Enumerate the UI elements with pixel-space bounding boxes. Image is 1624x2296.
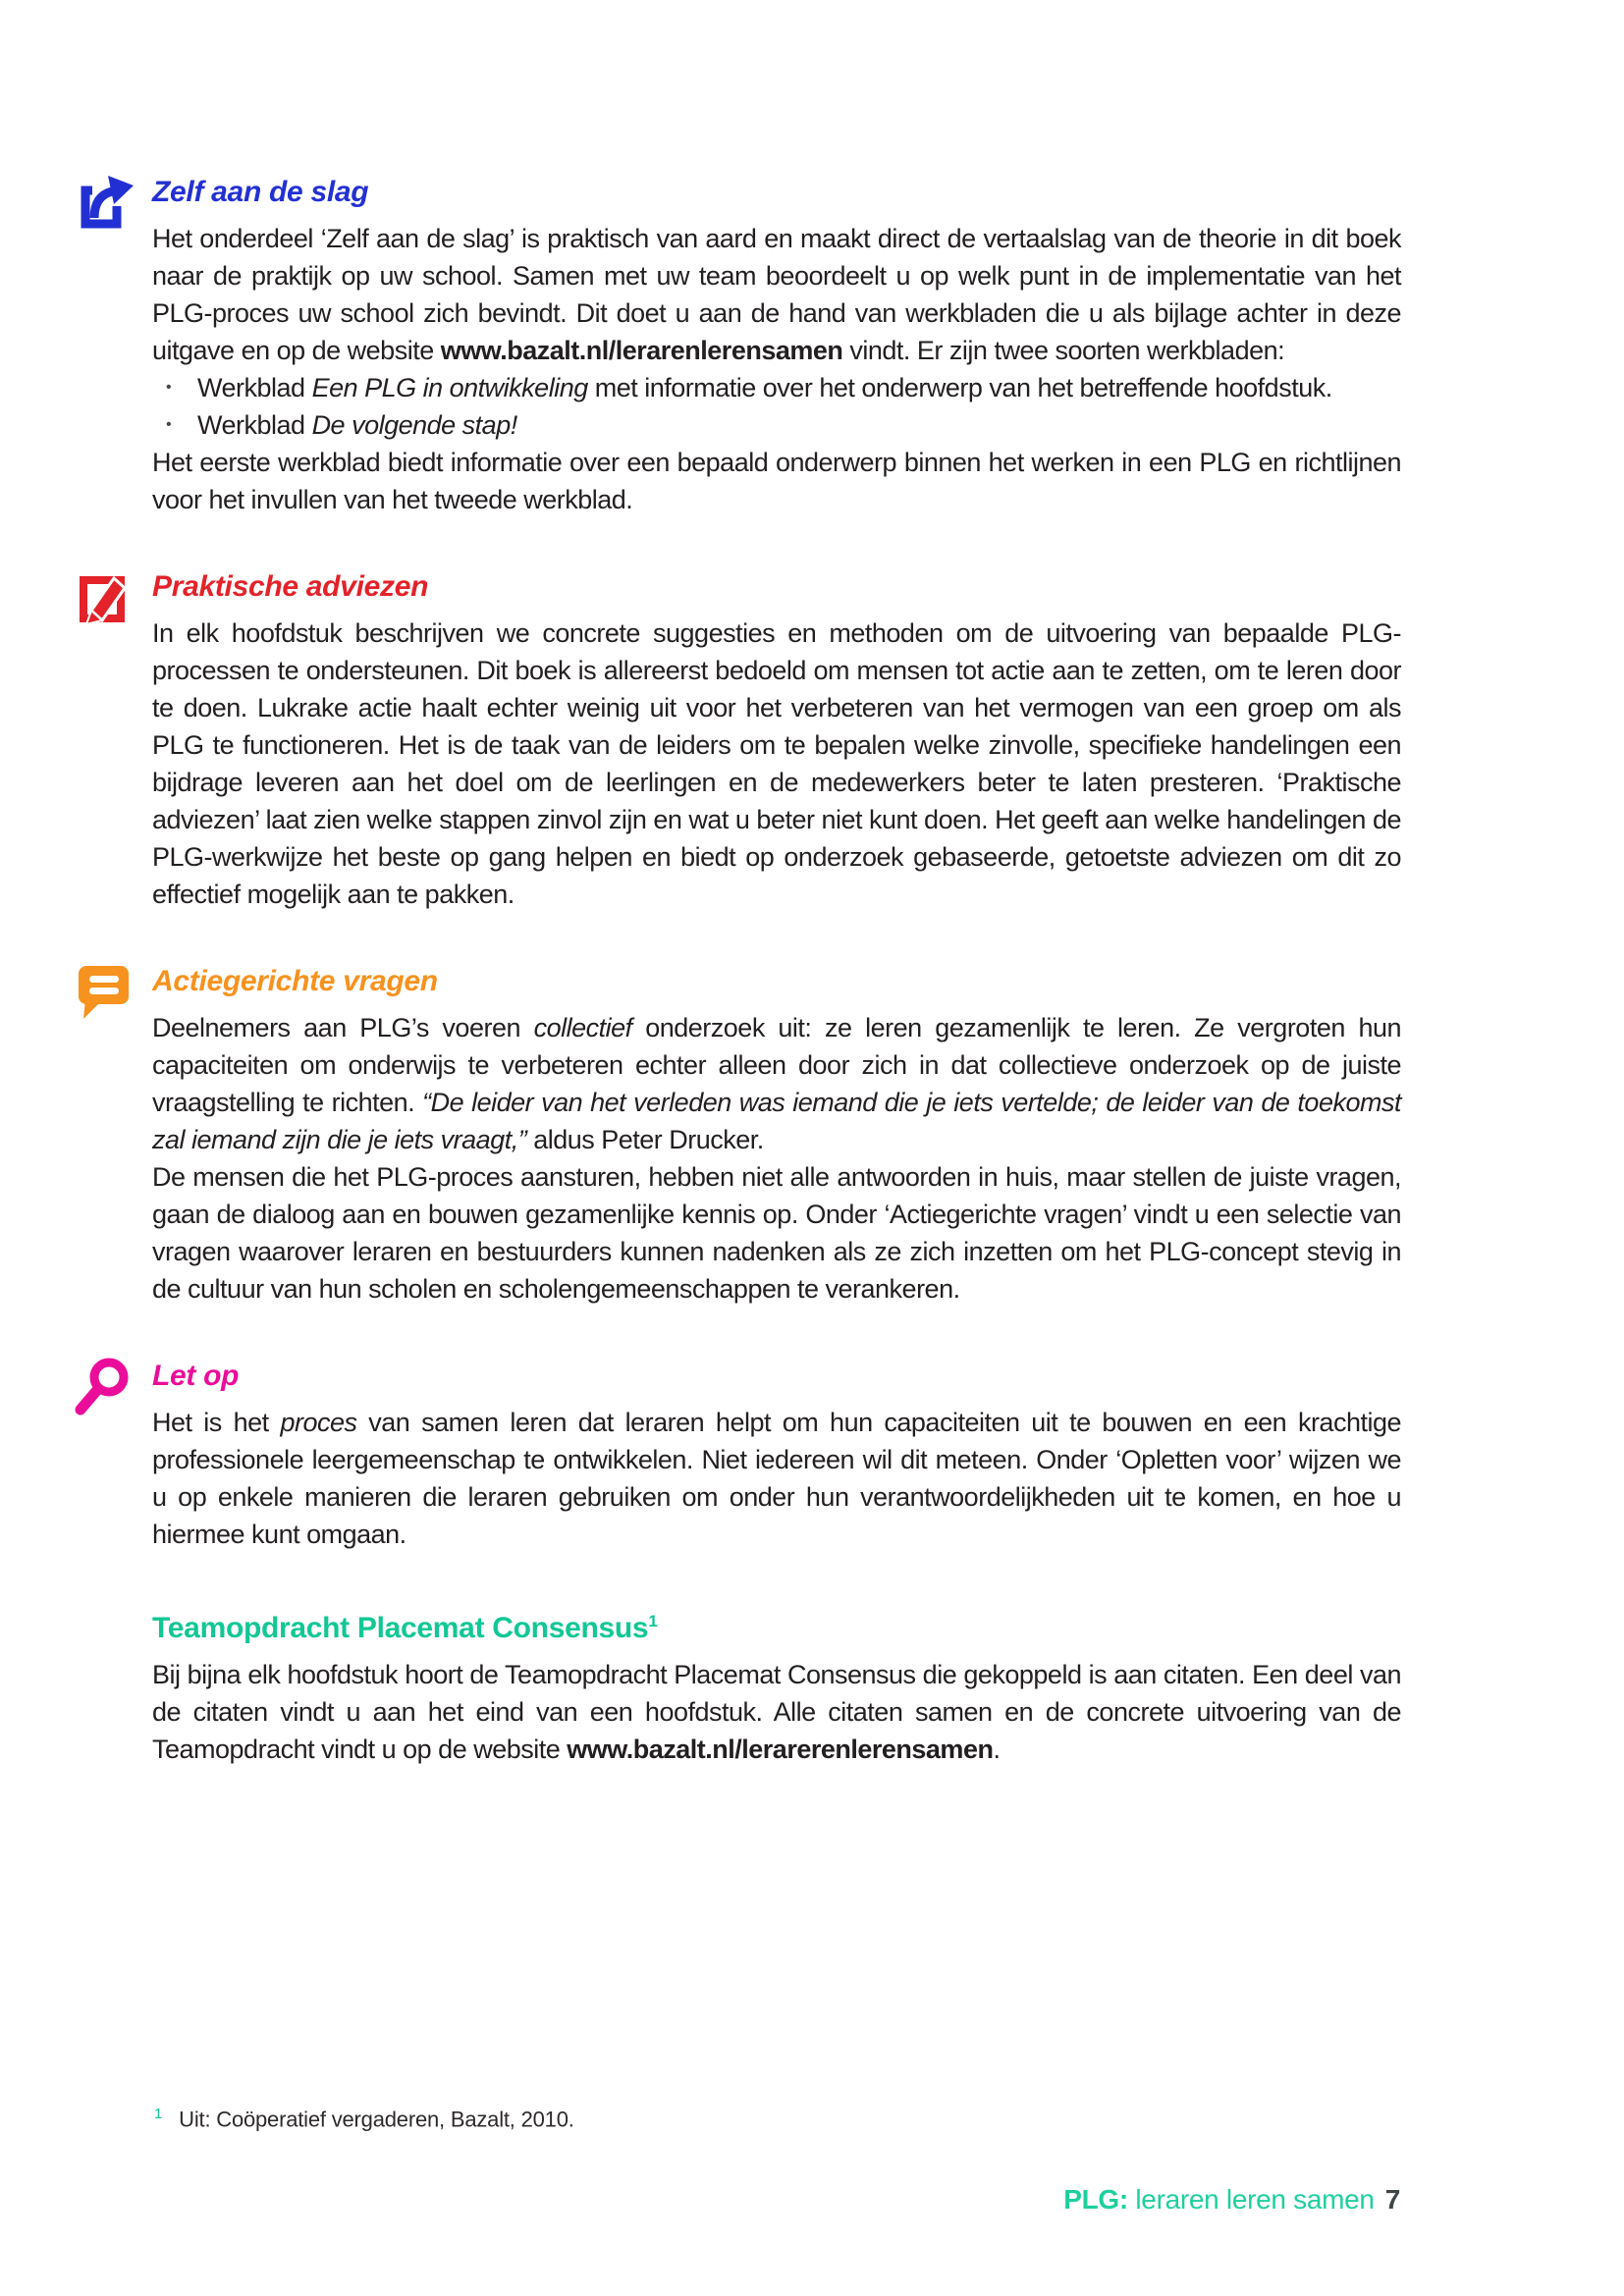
bullet-item (152, 406, 1401, 444)
footnote (154, 2101, 574, 2133)
italic-text: proces (280, 1408, 357, 1437)
footnote-marker: 1 (154, 2106, 163, 2122)
text-segment: onderzoek uit: ze leren gezamenlijk te leren. Ze vergroten hun capaciteiten om onderwijs te verbeteren echter alleen door zich in dat collectieve onderzoek op de juiste vraagstelling te richten. (152, 1013, 1401, 1117)
paragraph (152, 220, 1401, 369)
text-segment: Werkblad (197, 410, 312, 440)
paragraph (152, 1158, 1401, 1308)
section-zelf-aan-de-slag (152, 175, 1401, 518)
page-number: 7 (1384, 2184, 1400, 2215)
speech-bubble-icon (72, 962, 135, 1021)
text-segment: In elk hoofdstuk beschrijven we concrete suggesties en methoden om de uitvoering van bepaalde PLG-processen te ondersteunen. Dit boek is allereerst bedoeld om mensen tot actie aan te zetten, om te leren door te doen. Lukrake actie haalt echter weinig uit voor het verbeteren van het vermogen van een groep om als PLG te functioneren. Het is de taak van de leiders om te bepalen welke zinvolle, specifieke handelingen een bijdrage leveren aan het doel om de leerlingen en de medewerkers beter te laten presteren. ‘Praktische adviezen’ laat zien welke stappen zinvol zijn en wat u beter niet kunt doen. Het geeft aan welke handelingen de PLG-werkwijze het beste op gang helpen en biedt op onderzoek gebaseerde, getoetste adviezen om dit zo effectief mogelijk aan te pakken. (152, 618, 1401, 909)
text-segment: Het is het (152, 1408, 281, 1437)
italic-text: “De leider van het verleden was iemand die je iets vertelde; de leider van de toekomst zal iemand zijn die je iets vraagt,” (152, 1088, 1401, 1154)
text-segment: Deelnemers aan PLG’s voeren (152, 1013, 534, 1042)
italic-text: collectief (533, 1013, 632, 1042)
text-segment: van samen leren dat leraren helpt om hun capaciteiten uit te bouwen en een krachtige professionele leergemeenschap te ontwikkelen. Niet iedereen wil dit meteen. Onder ‘Opletten voor’ wijzen we u op enkele manieren die leraren gebruiken om onder hun verantwoordelijkheden uit te komen, en hoe u hiermee kunt omgaan. (152, 1408, 1401, 1549)
magnifier-icon (72, 1357, 135, 1415)
page-footer (1063, 2183, 1400, 2216)
section-title: Let op (152, 1360, 240, 1392)
section-teamopdracht-placemat-consensus (152, 1604, 1401, 1768)
paragraph (152, 1656, 1401, 1768)
footnote-reference: 1 (648, 1612, 658, 1630)
text-segment: met informatie over het onderwerp van het betreffende hoofdstuk. (587, 373, 1332, 402)
section-title (152, 1604, 1401, 1646)
book-title: leraren leren samen (1127, 2184, 1375, 2215)
section-title: Actiegerichte vragen (152, 965, 438, 997)
section-actiegerichte-vragen (152, 964, 1401, 1308)
paragraph (152, 1404, 1401, 1553)
bold-text: www.bazalt.nl/lerarerenlerensamen (567, 1735, 994, 1764)
section-title: Praktische adviezen (152, 570, 429, 603)
pencil-icon (72, 567, 135, 626)
section-praktische-adviezen (152, 569, 1401, 913)
share-icon (72, 173, 135, 232)
book-title-prefix: PLG: (1063, 2184, 1128, 2215)
section-title: Zelf aan de slag (152, 176, 369, 208)
paragraph (152, 614, 1401, 913)
text-segment: Het eerste werkblad biedt informatie over een bepaald onderwerp binnen het werken in een PLG en richtlijnen voor het invullen van het tweede werkblad. (152, 448, 1401, 514)
page-content (152, 175, 1401, 1819)
text-segment: . (993, 1735, 1001, 1764)
paragraph (152, 444, 1401, 518)
text-segment: aldus Peter Drucker. (526, 1125, 764, 1154)
italic-text: De volgende stap! (311, 410, 517, 440)
text-segment: Bij bijna elk hoofdstuk hoort de Teamopdracht Placemat Consensus die gekoppeld is aan citaten. Een deel van de citaten vindt u aan het eind van een hoofdstuk. Alle citaten samen en de concrete uitvoering van de Teamopdracht vindt u op de website (152, 1660, 1401, 1764)
bullet-list (152, 369, 1401, 444)
text-segment: Het onderdeel ‘Zelf aan de slag’ is praktisch van aard en maakt direct de vertaalslag van de theorie in dit boek naar de praktijk op uw school. Samen met uw team beoordeelt u op welk punt in de implementatie van het PLG-proces uw school zich bevindt. Dit doet u aan de hand van werkbladen die u als bijlage achter in deze uitgave en op de website (152, 224, 1401, 365)
bullet-item (152, 369, 1401, 406)
text-segment: vindt. Er zijn twee soorten werkbladen: (842, 336, 1285, 365)
text-segment: Werkblad (197, 373, 312, 402)
paragraph (152, 1009, 1401, 1158)
section-let-op (152, 1359, 1401, 1553)
italic-text: Een PLG in ontwikkeling (311, 373, 588, 402)
bold-text: www.bazalt.nl/lerarenlerensamen (440, 336, 843, 365)
section-title-text: Teamopdracht Placemat Consensus (152, 1612, 649, 1644)
text-segment: De mensen die het PLG-proces aansturen, hebben niet alle antwoorden in huis, maar stellen de juiste vragen, gaan de dialoog aan en bouwen gezamenlijke kennis op. Onder ‘Actiegerichte vragen’ vindt u een selectie van vragen waarover leraren en bestuurders kunnen nadenken als ze zich inzetten om het PLG-concept stevig in de cultuur van hun scholen en scholengemeenschappen te verankeren. (152, 1162, 1401, 1304)
footnote-text: Uit: Coöperatief vergaderen, Bazalt, 2010. (179, 2107, 574, 2132)
